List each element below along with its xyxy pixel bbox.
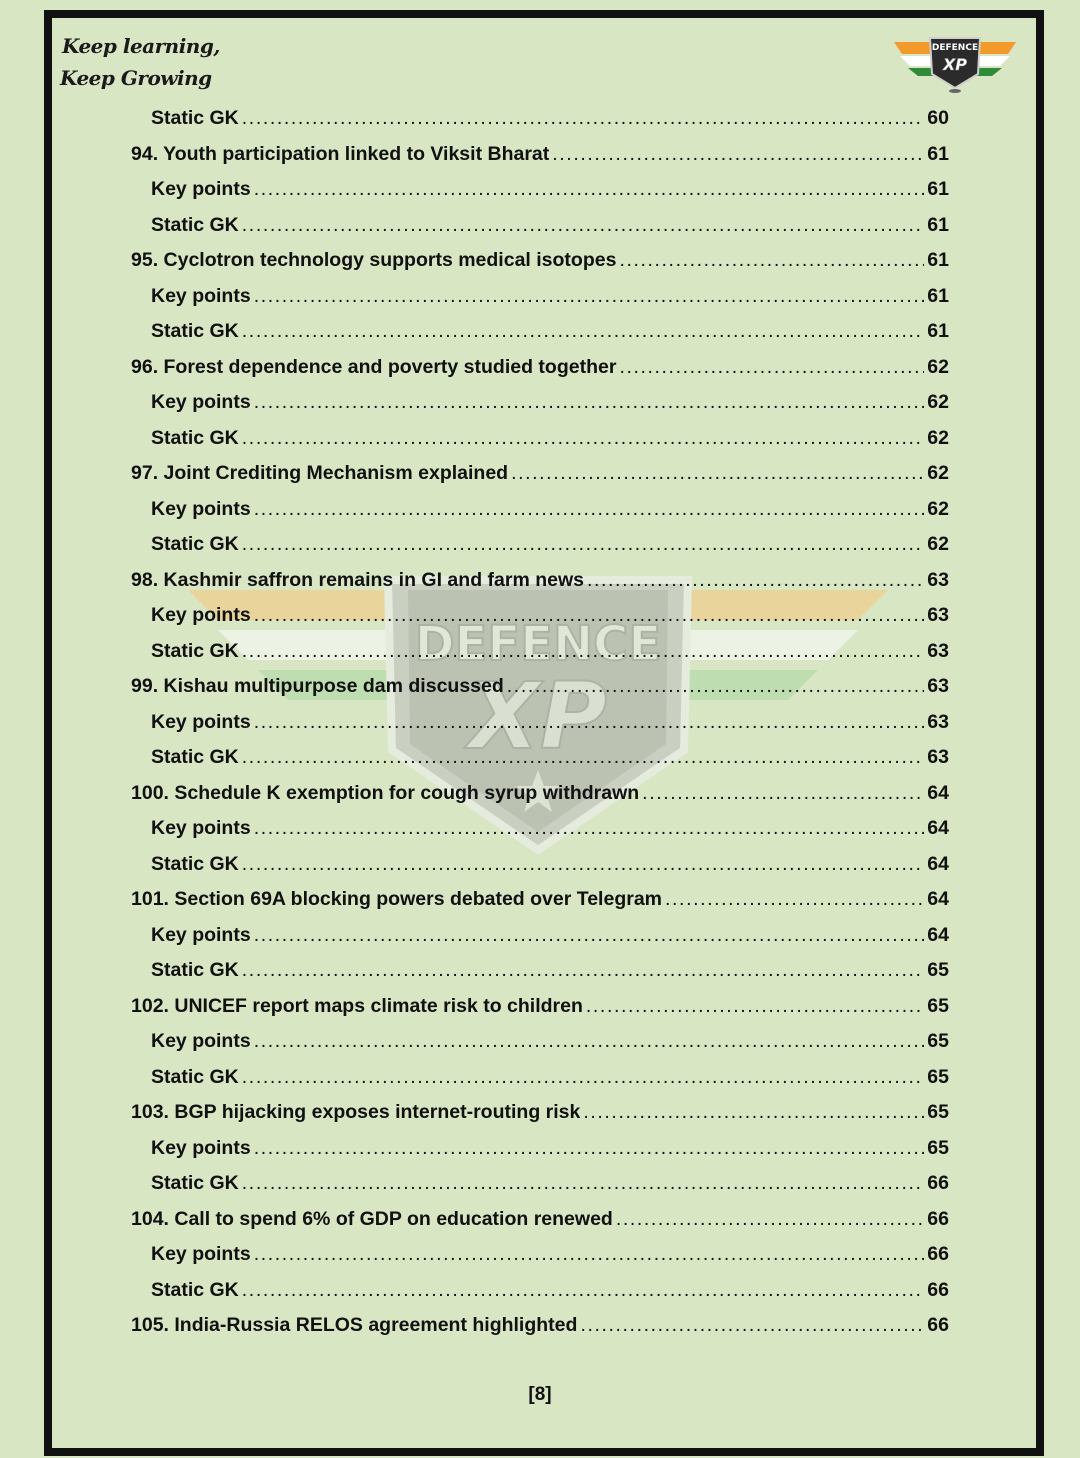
toc-dot-leader (242, 1172, 925, 1195)
toc-page-number: 61 (927, 320, 949, 342)
toc-dot-leader (507, 675, 925, 698)
toc-subentry-row[interactable] (151, 1172, 949, 1202)
toc-page-number: 65 (927, 959, 949, 981)
toc-heading-row[interactable] (131, 888, 949, 918)
toc-dot-leader (552, 143, 924, 166)
toc-subentry-row[interactable] (151, 959, 949, 989)
toc-entry-title: 104. Call to spend 6% of GDP on education renewed (131, 1207, 613, 1230)
header-tagline (62, 30, 220, 94)
toc-subentry-row[interactable] (151, 640, 949, 670)
watermark-text-xp: XP (468, 663, 608, 770)
toc-page-number: 63 (927, 568, 949, 591)
toc-page-number: 65 (927, 1136, 949, 1159)
toc-entry-title: Static GK (151, 746, 239, 768)
toc-heading-row[interactable] (131, 143, 949, 173)
toc-dot-leader (587, 569, 924, 592)
toc-page-number: 61 (927, 249, 949, 271)
toc-subentry-row[interactable] (151, 1066, 949, 1096)
toc-dot-leader (254, 1030, 925, 1053)
toc-page-number: 62 (927, 497, 949, 520)
toc-page-number: 62 (927, 391, 949, 413)
toc-page-number: 64 (927, 852, 949, 875)
toc-page-number: 62 (927, 462, 949, 484)
toc-page-number: 66 (927, 1207, 949, 1230)
toc-entry-title: 97. Joint Crediting Mechanism explained (131, 462, 509, 484)
toc-dot-leader (242, 853, 925, 876)
toc-dot-leader (254, 1137, 925, 1160)
toc-page-number: 65 (927, 1065, 949, 1088)
toc-heading-row[interactable] (131, 782, 949, 812)
toc-dot-leader (619, 249, 924, 272)
toc-dot-leader (242, 107, 925, 130)
toc-dot-leader (242, 533, 925, 556)
toc-entry-title: Key points (151, 604, 251, 626)
toc-subentry-row[interactable] (151, 817, 949, 847)
page-number: [8] (528, 1384, 552, 1405)
toc-page-number: 61 (927, 284, 949, 307)
toc-page-number: 61 (927, 142, 949, 165)
toc-page-number: 61 (927, 213, 949, 236)
toc-dot-leader (242, 1279, 925, 1302)
toc-entry-title: Key points (151, 178, 251, 200)
toc-subentry-row[interactable] (151, 746, 949, 776)
toc-dot-leader (242, 320, 925, 343)
toc-page-number: 64 (927, 923, 949, 946)
toc-entry-title: 102. UNICEF report maps climate risk to children (131, 994, 583, 1017)
toc-page-number: 65 (927, 994, 949, 1017)
toc-subentry-row[interactable] (151, 1243, 949, 1273)
toc-subentry-row[interactable] (151, 427, 949, 457)
toc-subentry-row[interactable] (151, 391, 949, 421)
toc-subentry-row[interactable] (151, 533, 949, 563)
toc-entry-title: Key points (151, 1136, 251, 1159)
toc-heading-row[interactable] (131, 1101, 949, 1131)
toc-entry-title: 95. Cyclotron technology supports medical isotopes (131, 249, 617, 271)
tagline-line-1: Keep learning, (62, 34, 220, 58)
toc-dot-leader (254, 604, 925, 627)
toc-dot-leader (242, 214, 925, 237)
toc-dot-leader (254, 285, 925, 308)
toc-entry-title: Static GK (151, 320, 239, 342)
toc-entry-title: Key points (151, 391, 251, 413)
toc-entry-title: Key points (151, 284, 251, 307)
toc-heading-row[interactable] (131, 462, 949, 492)
toc-heading-row[interactable] (131, 675, 949, 705)
toc-subentry-row[interactable] (151, 711, 949, 741)
toc-page-number: 64 (927, 817, 949, 839)
toc-entry-title: Static GK (151, 107, 239, 129)
toc-subentry-row[interactable] (151, 604, 949, 634)
toc-subentry-row[interactable] (151, 853, 949, 883)
toc-entry-title: Key points (151, 1030, 251, 1052)
toc-page-number: 63 (927, 746, 949, 768)
toc-dot-leader (511, 462, 924, 485)
toc-entry-title: Static GK (151, 1172, 239, 1194)
toc-entry-title: 100. Schedule K exemption for cough syrup withdrawn (131, 781, 640, 804)
toc-entry-title: 105. India-Russia RELOS agreement highlighted (131, 1314, 578, 1336)
logo-text-xp: XP (942, 55, 968, 74)
toc-page-number: 62 (927, 426, 949, 449)
toc-dot-leader (586, 995, 924, 1018)
toc-page-number: 66 (927, 1243, 949, 1265)
toc-page-number: 66 (927, 1172, 949, 1194)
toc-subentry-row[interactable] (151, 1279, 949, 1309)
toc-dot-leader (665, 888, 924, 911)
toc-subentry-row[interactable] (151, 924, 949, 954)
toc-entry-title: 94. Youth participation linked to Viksit Bharat (131, 142, 550, 165)
toc-heading-row[interactable] (131, 995, 949, 1025)
toc-entry-title: Static GK (151, 533, 239, 555)
toc-dot-leader (254, 924, 925, 947)
toc-dot-leader (254, 817, 925, 840)
toc-entry-title: Key points (151, 817, 251, 839)
watermark-text-defence: DEFENCE (414, 616, 662, 672)
toc-page-number: 65 (927, 1030, 949, 1052)
toc-entry-title: Static GK (151, 1278, 239, 1301)
toc-entry-title: Key points (151, 497, 251, 520)
toc-page-number: 61 (927, 178, 949, 200)
toc-page-number: 62 (927, 355, 949, 378)
toc-dot-leader (254, 498, 925, 521)
toc-dot-leader (642, 782, 924, 805)
toc-subentry-row[interactable] (151, 498, 949, 528)
toc-dot-leader (619, 356, 924, 379)
toc-page-number: 64 (927, 888, 949, 910)
toc-entry-title: Static GK (151, 1065, 239, 1088)
toc-subentry-row[interactable] (151, 1137, 949, 1167)
toc-page-number: 62 (927, 533, 949, 555)
toc-subentry-row[interactable] (151, 1030, 949, 1060)
toc-entry-title: Key points (151, 1243, 251, 1265)
toc-dot-leader (242, 427, 925, 450)
toc-entry-title: Static GK (151, 639, 239, 662)
toc-dot-leader (254, 178, 925, 201)
toc-entry-title: 99. Kishau multipurpose dam discussed (131, 675, 504, 697)
toc-entry-title: Static GK (151, 852, 239, 875)
toc-dot-leader (242, 746, 925, 769)
tagline-line-2: Keep Growing (60, 66, 212, 90)
toc-page-number: 64 (927, 781, 949, 804)
toc-page-number: 66 (927, 1314, 949, 1336)
toc-entry-title: 98. Kashmir saffron remains in GI and farm news (131, 568, 584, 591)
toc-dot-leader (580, 1314, 924, 1337)
toc-heading-row[interactable] (131, 356, 949, 386)
toc-dot-leader (242, 640, 925, 663)
toc-heading-row[interactable] (131, 249, 949, 279)
toc-subentry-row[interactable] (151, 107, 949, 137)
toc-dot-leader (254, 711, 925, 734)
toc-page-number: 63 (927, 710, 949, 733)
toc-page-number: 63 (927, 675, 949, 697)
toc-dot-leader (254, 391, 925, 414)
toc-dot-leader (242, 1066, 925, 1089)
toc-dot-leader (616, 1208, 924, 1231)
toc-page-number: 65 (927, 1101, 949, 1123)
toc-dot-leader (242, 959, 925, 982)
toc-entry-title: 101. Section 69A blocking powers debated over Telegram (131, 888, 663, 910)
toc-entry-title: 103. BGP hijacking exposes internet-routing risk (131, 1101, 581, 1123)
defence-xp-logo (892, 34, 1018, 94)
toc-page-number: 63 (927, 639, 949, 662)
toc-entry-title: Static GK (151, 959, 239, 981)
toc-subentry-row[interactable] (151, 214, 949, 244)
toc-entry-title: Key points (151, 923, 251, 946)
toc-heading-row[interactable] (131, 1314, 949, 1344)
toc-heading-row[interactable] (131, 569, 949, 599)
toc-subentry-row[interactable] (151, 320, 949, 350)
toc-subentry-row[interactable] (151, 178, 949, 208)
toc-page-number: 63 (927, 604, 949, 626)
toc-entry-title: Key points (151, 710, 251, 733)
toc-entry-title: Static GK (151, 213, 239, 236)
toc-dot-leader (254, 1243, 925, 1266)
toc-page-number: 66 (927, 1278, 949, 1301)
toc-heading-row[interactable] (131, 1208, 949, 1238)
toc-entry-title: 96. Forest dependence and poverty studied together (131, 355, 617, 378)
logo-text-defence: DEFENCE (931, 43, 979, 53)
toc-dot-leader (583, 1101, 924, 1124)
toc-page-number: 60 (927, 107, 949, 129)
toc-subentry-row[interactable] (151, 285, 949, 315)
toc-entry-title: Static GK (151, 426, 239, 449)
